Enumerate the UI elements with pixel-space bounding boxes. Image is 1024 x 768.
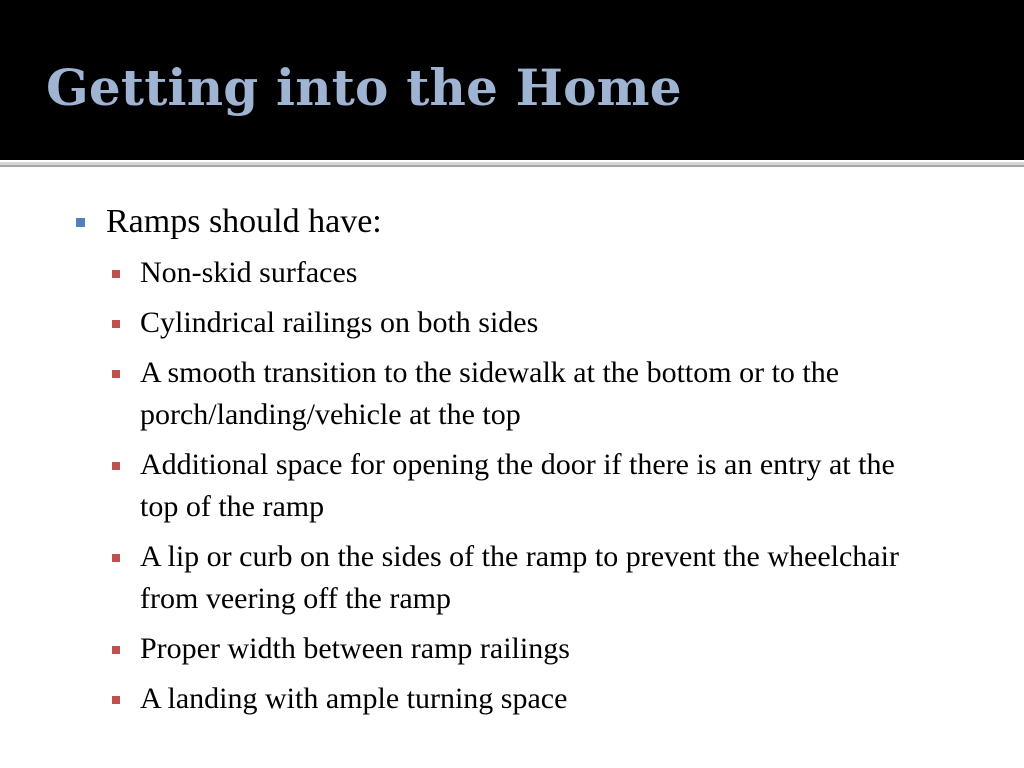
square-bullet-icon — [112, 646, 120, 654]
square-bullet-icon — [112, 554, 120, 562]
sub-bullet-text: Additional space for opening the door if there is an entry at the top of the ramp — [140, 448, 895, 523]
sub-bullet-item — [0, 678, 940, 720]
sub-bullet-item — [0, 444, 940, 528]
sub-bullet-text: A smooth transition to the sidewalk at the bottom or to the porch/landing/vehicle at the top — [140, 356, 840, 431]
sub-bullet-item — [0, 536, 940, 620]
sub-bullet-list — [0, 252, 1024, 720]
sub-bullet-text: Cylindrical railings on both sides — [140, 306, 539, 339]
sub-bullet-item — [0, 302, 940, 344]
sub-bullet-item — [0, 628, 940, 670]
slide-body — [0, 198, 1024, 728]
square-bullet-icon — [112, 270, 120, 278]
square-bullet-icon — [112, 462, 120, 470]
main-bullet-text: Ramps should have: — [106, 203, 382, 240]
sub-bullet-item — [0, 352, 940, 436]
square-bullet-icon — [112, 320, 120, 328]
square-bullet-icon — [76, 218, 85, 227]
square-bullet-icon — [112, 696, 120, 704]
title-divider-dark — [0, 165, 1024, 167]
sub-bullet-text: Proper width between ramp railings — [140, 632, 570, 665]
square-bullet-icon — [112, 370, 120, 378]
title-bar — [0, 0, 1024, 160]
sub-bullet-text: A lip or curb on the sides of the ramp to prevent the wheelchair from veering off the ramp — [140, 540, 899, 615]
sub-bullet-text: A landing with ample turning space — [140, 682, 568, 715]
sub-bullet-item — [0, 252, 940, 294]
slide-title: Getting into the Home — [46, 58, 682, 117]
main-bullet-item — [0, 198, 1024, 248]
sub-bullet-text: Non-skid surfaces — [140, 256, 358, 289]
